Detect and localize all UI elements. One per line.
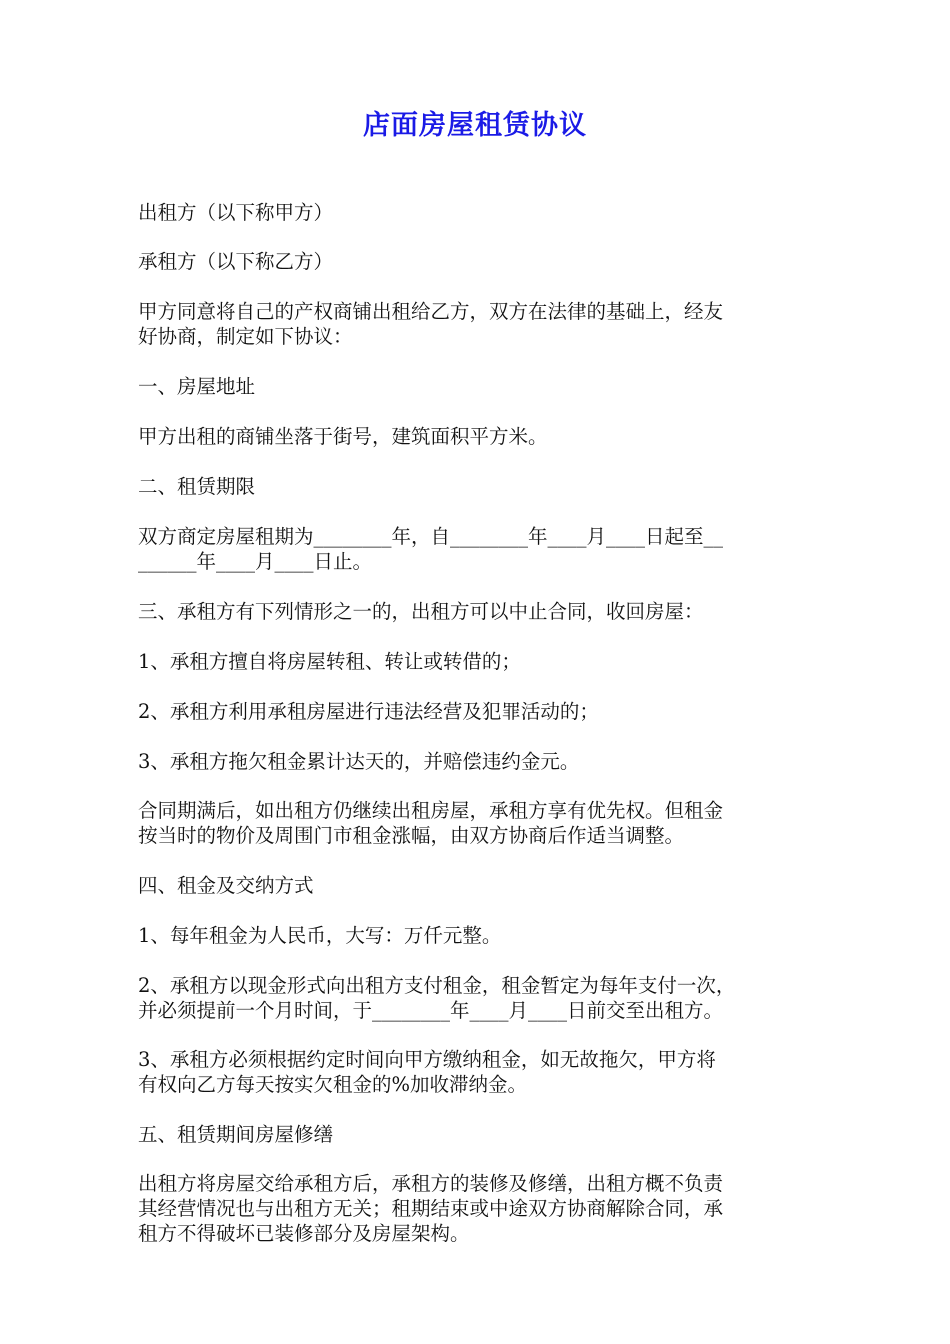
clause-termination-2: 2、承租方利用承租房屋进行违法经营及犯罪活动的； — [138, 700, 599, 723]
paragraph-renewal: 合同期满后，如出租方仍继续出租房屋，承租方享有优先权。但租金 按当时的物价及周围门市租金涨幅，由双方协商后作适当调整。 — [138, 799, 724, 847]
paragraph-repairs: 出租方将房屋交给承租方后，承租方的装修及修缮，出租方概不负责 其经营情况也与出租方无关；租期结束或中途双方协商解除合同，承 租方不得破坏已装修部分及房屋架构。 — [138, 1172, 724, 1245]
paragraph-lessor: 出租方（以下称甲方） — [138, 201, 334, 224]
clause-rent-2: 2、承租方以现金形式向出租方支付租金，租金暂定为每年支付一次， 并必须提前一个月时间，于________年____月____日前交至出租方。 — [138, 974, 736, 1022]
paragraph-address: 甲方出租的商铺坐落于街号，建筑面积平方米。 — [138, 425, 548, 448]
clause-termination-3: 3、承租方拖欠租金累计达天的，并赔偿违约金元。 — [138, 750, 580, 773]
paragraph-term: 双方商定房屋租期为________年，自________年____月____日起至__ ______年____月____日止。 — [138, 525, 724, 573]
clause-termination-1: 1、承租方擅自将房屋转租、转让或转借的； — [138, 650, 521, 673]
paragraph-lessee: 承租方（以下称乙方） — [138, 250, 334, 273]
section-heading-rent: 四、租金及交纳方式 — [138, 874, 314, 897]
section-heading-repairs: 五、租赁期间房屋修缮 — [138, 1123, 334, 1146]
section-heading-term: 二、租赁期限 — [138, 475, 256, 498]
section-heading-termination: 三、承租方有下列情形之一的，出租方可以中止合同，收回房屋： — [138, 600, 704, 623]
clause-rent-1: 1、每年租金为人民币，大写：万仟元整。 — [138, 924, 502, 947]
paragraph-agreement-intro: 甲方同意将自己的产权商铺出租给乙方，双方在法律的基础上，经友 好协商，制定如下协议： — [138, 300, 724, 348]
section-heading-address: 一、房屋地址 — [138, 375, 256, 398]
clause-rent-3: 3、承租方必须根据约定时间向甲方缴纳租金，如无故拖欠，甲方将 有权向乙方每天按实欠租金的%加收滞纳金。 — [138, 1048, 716, 1096]
document-title: 店面房屋租赁协议 — [363, 110, 587, 141]
